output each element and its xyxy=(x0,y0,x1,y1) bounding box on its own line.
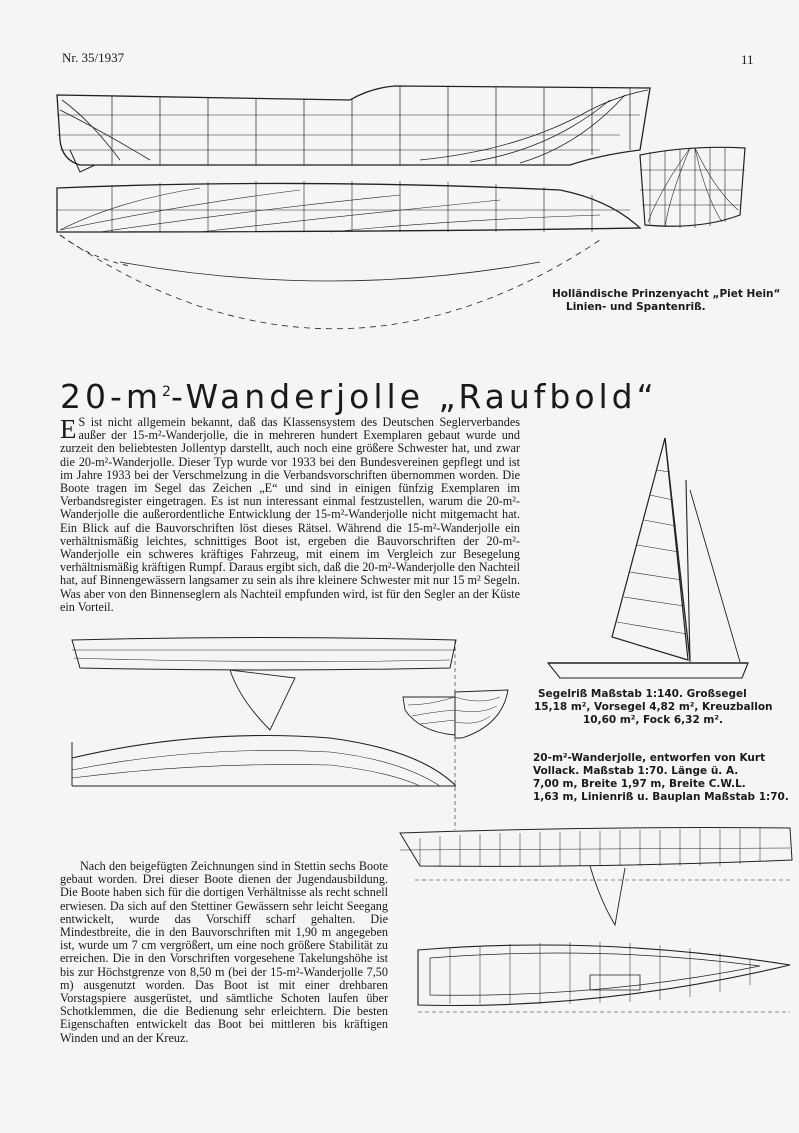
paragraph-1-text: S ist nicht allgemein bekannt, daß das Klassensystem des Deutschen Seglerverbandes außer der 15-m²-Wanderjolle, die in mehreren hundert Exemplaren gebaut wurde und zurzeit den beliebtesten Jollentyp darstellt, auch noch eine größere Schwester hat, und zwar die 20-m²-Wanderjolle. Dieser Typ wurde vor 1933 bei den Bundesvereinen gepflegt und ist im Jahre 1933 bei der Verschmelzung in die Verbandsvorschriften übernommen worden. Die Boote tragen im Segel das Zeichen „E“ und sind in einigen fünfzig Exemplaren im Verbandsregister eingetragen. Es ist nun interessant einmal festzustellen, warum die 20-m²-Wanderjolle die außerordentliche Entwicklung der 15-m²-Wanderjolle nicht mitgemacht hat. Ein Blick auf die Bauvorschriften löst dieses Rätsel. Während die 15-m²-Wanderjolle ein verhältnismäßig leichtes, schnittiges Boot ist, ergeben die Bauvorschriften der 20-m²-Wanderjolle ein schweres kräftiges Fahrzeug, mit einem im Vergleich zur Besegelung verhältnismäßig kräftigen Rumpf. Daraus ergibt sich, daß die 20-m²-Wanderjolle den Nachteil hat, auf Binnengewässern langsamer zu sein als ihre kleinere Schwester mit nur 15 m² Segeln. Was aber von den Binnenseglern als Nachteil empfunden wird, ist für den Segler an der Küste ein Vorteil. xyxy=(60,415,520,614)
title-rest: -Wanderjolle „Raufbold“ xyxy=(170,377,658,416)
lines-caption-line4: 1,63 m, Linienriß u. Bauplan Maßstab 1:70. xyxy=(533,791,789,803)
drop-cap: E xyxy=(60,414,77,444)
lines-caption-line3: 7,00 m, Breite 1,97 m, Breite C.W.L. xyxy=(533,778,746,790)
piet-hein-caption-line1: Holländische Prinzenyacht „Piet Hein“ xyxy=(552,288,781,300)
lines-caption-line2: Vollack. Maßstab 1:70. Länge ü. A. xyxy=(533,765,739,777)
lines-caption-line1: 20-m²-Wanderjolle, entworfen von Kurt xyxy=(533,752,766,764)
sail-plan-caption-line2: 15,18 m², Vorsegel 4,82 m², Kreuzballon xyxy=(534,701,773,713)
article-paragraph-2: Nach den beigefügten Zeichnungen sind in Stettin sechs Boote gebaut worden. Drei dieser Boote dienen der Jugendausbildung. Die Boote haben sich für die dortigen Verhältnisse als recht schnell erwiesen. Da sich auf den Stettiner Gewässern sehr leicht Seegang entwickelt, wurde das Vorschiff scharf gehalten. Die Mindestbreite, die in den Bauvorschriften mit 1,90 m angegeben ist, wurde um 7 cm vergrößert, um eine noch größere Stabilität zu erreichen. Die in den Vorschriften vorgesehene Takelungshöhe ist bis zur Höchstgrenze von 8,50 m (bei der 15-m²-Wanderjolle 7,50 m) ausgenutzt worden. Das Boot ist mit einer drehbaren Vorstagspiere ausgerüstet, und sämtliche Schoten laufen über Schotklemmen, die die Bedienung sehr erleichtern. Die besten Eigenschaften entwickelt das Boot bei mittleren bis kräftigen Winden und an der Kreuz. xyxy=(60,859,388,1045)
page-number: 11 xyxy=(741,52,754,67)
issue-number: Nr. 35/1937 xyxy=(62,50,125,65)
title-superscript: 2 xyxy=(162,384,171,400)
sail-plan-caption-line3: 10,60 m², Fock 6,32 m². xyxy=(583,714,723,726)
piet-hein-caption-line2: Linien- und Spantenriß. xyxy=(566,301,706,313)
title-prefix: 20-m xyxy=(60,377,163,416)
sail-plan-caption-line1: Segelriß Maßstab 1:140. Großsegel xyxy=(538,688,747,700)
